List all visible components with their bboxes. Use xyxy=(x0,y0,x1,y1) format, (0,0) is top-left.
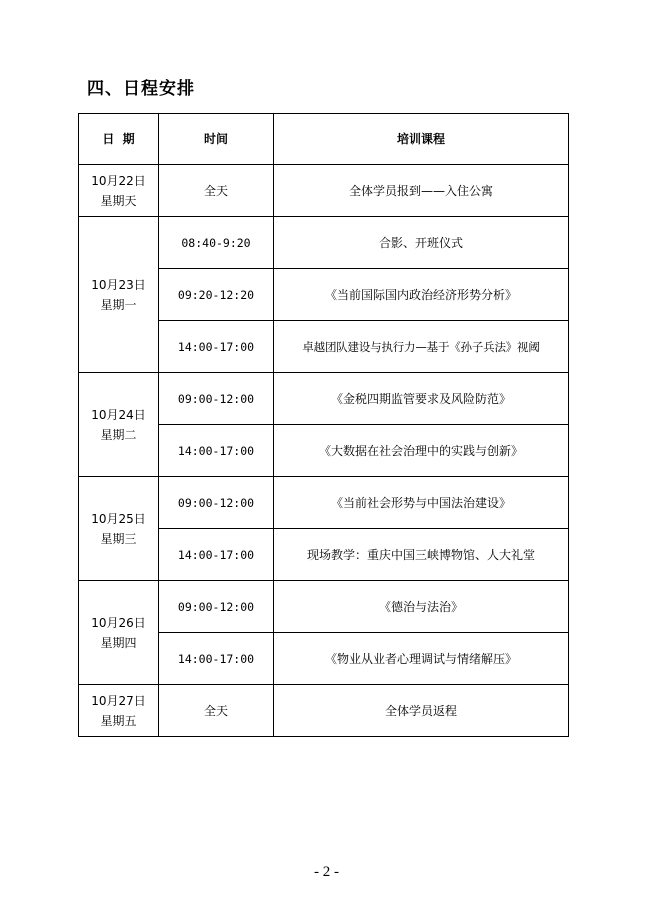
table-row xyxy=(79,217,569,269)
date-cell xyxy=(79,217,159,373)
table-row xyxy=(79,685,569,737)
time-cell: 09:00-12:00 xyxy=(159,581,274,633)
date-cell xyxy=(79,581,159,685)
table-header-row xyxy=(79,114,569,165)
course-cell: 卓越团队建设与执行力—基于《孙子兵法》视阈 xyxy=(274,321,569,373)
header-time: 时间 xyxy=(159,114,274,165)
course-cell: 合影、开班仪式 xyxy=(274,217,569,269)
section-title: 四、日程安排 xyxy=(87,79,195,99)
course-cell: 全体学员报到——入住公寓 xyxy=(274,165,569,217)
course-cell: 《金税四期监管要求及风险防范》 xyxy=(274,373,569,425)
date-cell xyxy=(79,165,159,217)
course-cell: 现场教学：重庆中国三峡博物馆、人大礼堂 xyxy=(274,529,569,581)
date-label: 10月23日 xyxy=(91,277,146,292)
table-row xyxy=(79,165,569,217)
time-cell: 09:20-12:20 xyxy=(159,269,274,321)
weekday-label: 星期二 xyxy=(100,427,137,442)
table-row xyxy=(79,373,569,425)
weekday-label: 星期五 xyxy=(100,713,137,728)
date-label: 10月25日 xyxy=(91,511,146,526)
header-course: 培训课程 xyxy=(274,114,569,165)
time-cell: 14:00-17:00 xyxy=(159,321,274,373)
course-cell: 《大数据在社会治理中的实践与创新》 xyxy=(274,425,569,477)
weekday-label: 星期三 xyxy=(100,531,137,546)
weekday-label: 星期天 xyxy=(100,193,137,208)
date-label: 10月26日 xyxy=(91,615,146,630)
table-row xyxy=(79,477,569,529)
time-cell: 14:00-17:00 xyxy=(159,425,274,477)
date-label: 10月24日 xyxy=(91,407,146,422)
course-cell: 全体学员返程 xyxy=(274,685,569,737)
course-cell: 《当前社会形势与中国法治建设》 xyxy=(274,477,569,529)
weekday-label: 星期四 xyxy=(100,635,137,650)
date-cell xyxy=(79,373,159,477)
table-row xyxy=(79,581,569,633)
date-cell xyxy=(79,685,159,737)
course-cell: 《德治与法治》 xyxy=(274,581,569,633)
date-cell xyxy=(79,477,159,581)
time-cell: 14:00-17:00 xyxy=(159,633,274,685)
time-cell: 全天 xyxy=(159,165,274,217)
time-cell: 09:00-12:00 xyxy=(159,373,274,425)
date-label: 10月27日 xyxy=(91,693,146,708)
time-cell: 14:00-17:00 xyxy=(159,529,274,581)
page-number: - 2 - xyxy=(314,864,339,880)
time-cell: 08:40-9:20 xyxy=(159,217,274,269)
course-cell: 《物业从业者心理调试与情绪解压》 xyxy=(274,633,569,685)
time-cell: 全天 xyxy=(159,685,274,737)
date-label: 10月22日 xyxy=(91,173,146,188)
schedule-table xyxy=(78,113,569,737)
time-cell: 09:00-12:00 xyxy=(159,477,274,529)
course-cell: 《当前国际国内政治经济形势分析》 xyxy=(274,269,569,321)
weekday-label: 星期一 xyxy=(100,297,137,312)
header-date: 日 期 xyxy=(79,114,159,165)
